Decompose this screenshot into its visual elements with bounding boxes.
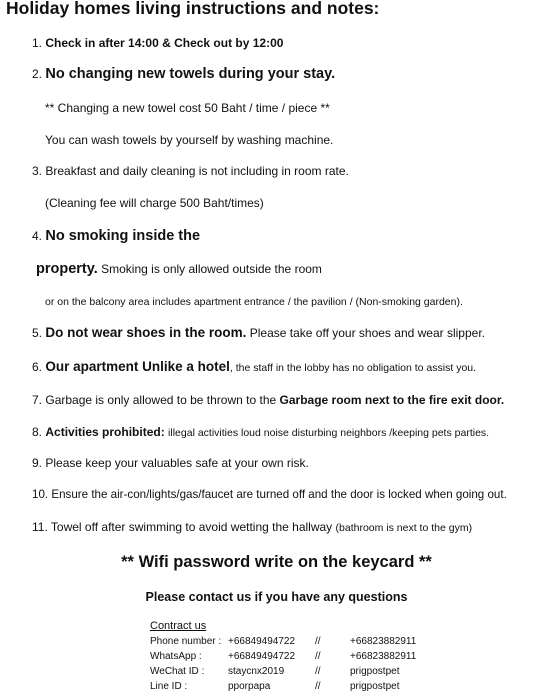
contact-value: staycnx2019 [228, 666, 285, 677]
item-text: Breakfast and daily cleaning is not including in room rate. [45, 164, 349, 178]
item-number: 7. [32, 393, 43, 407]
contact-heading: Contract us [150, 620, 207, 632]
item-number: 4. [32, 229, 43, 243]
page-title: Holiday homes living instructions and notes: [6, 0, 380, 18]
item-bold-text: Our apartment Unlike a hotel [45, 359, 230, 374]
item-number: 11. [32, 520, 48, 534]
instruction-3-note: (Cleaning fee will charge 500 Baht/times) [45, 196, 264, 210]
item-number: 6. [32, 360, 43, 374]
instruction-9 [32, 455, 309, 471]
item-number: 5. [32, 326, 43, 340]
item-number: 9. [32, 456, 43, 470]
item-text: Towel off after swimming to avoid wetting the hallway [50, 520, 333, 534]
item-text: , the staff in the lobby has no obligation to assist you. [229, 362, 477, 374]
contact-label: WhatsApp : [150, 651, 202, 662]
contact-separator: // [315, 666, 321, 677]
item-text: Garbage is only allowed to be thrown to the [45, 393, 277, 407]
item-text: Please take off your shoes and wear slipper. [249, 326, 485, 340]
item-number: 10. [32, 488, 49, 501]
instruction-2-note: ** Changing a new towel cost 50 Baht / time / piece ** [45, 101, 330, 115]
contact-separator: // [315, 636, 321, 647]
instruction-3 [32, 163, 349, 179]
contact-label: Line ID : [150, 681, 188, 692]
contact-prompt: Please contact us if you have any questions [145, 590, 408, 604]
item-text: Check in after 14:00 & Check out by 12:00 [45, 36, 284, 50]
item-text: illegal activities loud noise disturbing neighbors /keeping pets parties. [168, 427, 490, 439]
item-text: Please keep your valuables safe at your own risk. [45, 456, 309, 470]
item-number: 3. [32, 164, 43, 178]
item-number: 2. [32, 67, 43, 81]
contact-value-2: prigpostpet [350, 666, 400, 677]
item-bold-text: property. [36, 261, 98, 277]
contact-value: +66849494722 [228, 636, 296, 647]
item-text: Smoking is only allowed outside the room [101, 262, 322, 276]
item-number: 1. [32, 36, 43, 50]
instruction-2-note-2: You can wash towels by yourself by washing machine. [45, 133, 334, 147]
contact-label: Phone number : [150, 636, 222, 647]
contact-value-2: prigpostpet [350, 681, 400, 692]
item-number: 8. [32, 425, 43, 439]
instruction-6 [32, 359, 476, 376]
item-bold-text: Activities prohibited: [45, 425, 165, 439]
contact-value-2: +66823882911 [350, 636, 417, 647]
contact-label: WeChat ID : [150, 666, 205, 677]
contact-separator: // [315, 651, 321, 662]
contact-separator: // [315, 681, 321, 692]
contact-value-2: +66823882911 [350, 651, 417, 662]
instruction-4 [32, 228, 200, 244]
instruction-8 [32, 424, 489, 441]
instruction-4-cont [36, 261, 322, 277]
instruction-1 [32, 35, 283, 51]
item-text: Ensure the air-con/lights/gas/faucet are turned off and the door is locked when going out. [51, 488, 507, 501]
instruction-5 [32, 325, 485, 341]
instruction-10 [32, 487, 507, 503]
item-text: No changing new towels during your stay. [45, 66, 336, 82]
item-bold-text: Do not wear shoes in the room. [45, 325, 247, 340]
item-bold-text: Garbage room next to the fire exit door. [279, 393, 505, 407]
contact-value: pporpapa [228, 681, 271, 692]
instruction-4-note: or on the balcony area includes apartment entrance / the pavilion / (Non-smoking garden). [45, 296, 463, 308]
item-bold-text: No smoking inside the [45, 228, 201, 244]
contact-value: +66849494722 [228, 651, 296, 662]
instruction-11 [32, 519, 472, 536]
instruction-7 [32, 392, 504, 408]
item-note: (bathroom is next to the gym) [335, 522, 473, 534]
wifi-notice: ** Wifi password write on the keycard ** [121, 553, 432, 571]
instruction-2 [32, 66, 335, 82]
